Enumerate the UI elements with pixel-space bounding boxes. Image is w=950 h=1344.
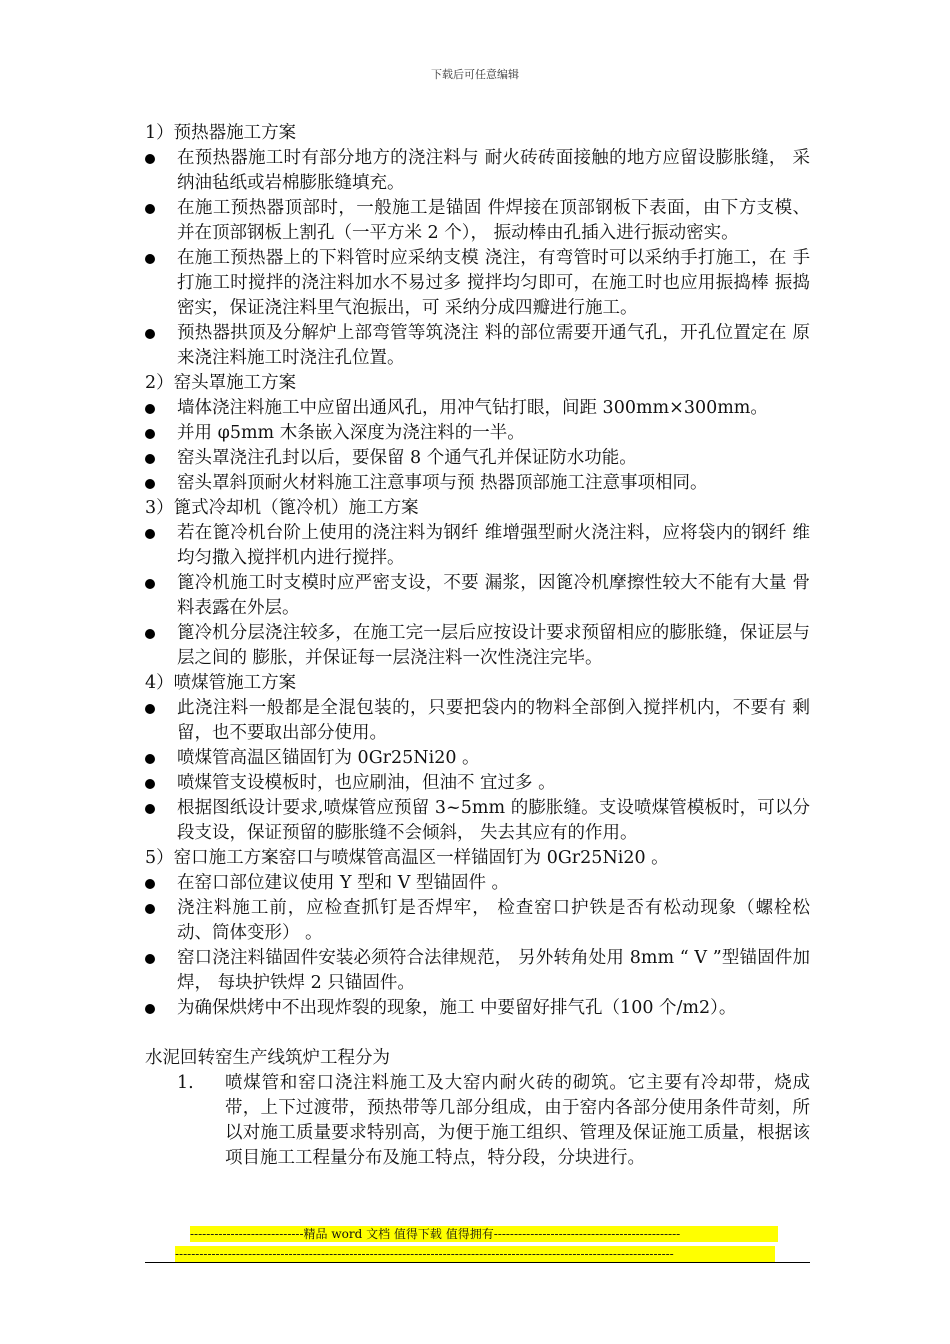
bullet-icon <box>145 704 155 714</box>
list-item <box>145 571 810 621</box>
list-item-text: 在施工预热器上的下料管时应采纳支模 浇注，有弯管时可以采纳手打施工，在 手打施工时搅拌的浇注料加水不易过多 搅拌均匀即可，在施工时也应用振捣棒 振捣密实，保证浇注料里气泡振出，可 采纳分成四瓣进行施工。 <box>177 248 810 318</box>
footer-banner: ----------------------------精品 word 文档 值得下载 值得拥有---------------------------------------------- <box>190 1226 778 1242</box>
bullet-icon <box>145 954 155 964</box>
list-item <box>145 621 810 671</box>
list-item-text: 喷煤管高温区锚固钉为 0Gr25Ni20 。 <box>177 748 480 768</box>
list-item <box>145 996 810 1021</box>
list-item <box>145 396 810 421</box>
list-item-text: 为确保烘烤中不出现炸裂的现象，施工 中要留好排气孔（100 个/m2）。 <box>177 998 737 1018</box>
list-item-text: 根据图纸设计要求,喷煤管应预留 3~5mm 的膨胀缝。支设喷煤管模板时，可以分 段支设，保证预留的膨胀缝不会倾斜， 失去其应有的作用。 <box>177 798 810 843</box>
section-title: 2）窑头罩施工方案 <box>145 373 297 393</box>
list-item-text: 在预热器施工时有部分地方的浇注料与 耐火砖砖面接触的地方应留设膨胀缝， 采纳油毡纸或岩棉膨胀缝填充。 <box>177 148 810 193</box>
bullet-icon <box>145 779 155 789</box>
list-item <box>145 321 810 371</box>
bullet-icon <box>145 1004 155 1014</box>
list-item-text: 此浇注料一般都是全混包装的，只要把袋内的物料全部倒入搅拌机内，不要有 剩留，也不要取出部分使用。 <box>177 698 810 743</box>
list-item-text: 篦冷机施工时支模时应严密支设，不要 漏浆，因篦冷机摩擦性较大不能有大量 骨料表露在外层。 <box>177 573 810 618</box>
list-item <box>145 521 810 571</box>
page-footer <box>145 1226 810 1266</box>
section-title: 1）预热器施工方案 <box>145 123 297 143</box>
list-item <box>145 746 810 771</box>
list-item <box>145 471 810 496</box>
bullet-icon <box>145 254 155 264</box>
footer-rule <box>145 1262 810 1263</box>
list-item-text: 墙体浇注料施工中应留出通风孔，用冲气钻打眼，间距 300mm×300mm。 <box>177 398 768 418</box>
section-title: 3）篦式冷却机（篦冷机）施工方案 <box>145 498 419 518</box>
list-item-text: 篦冷机分层浇注较多，在施工完一层后应按设计要求预留相应的膨胀缝，保证层与层之间的 膨胀，并保证每一层浇注料一次性浇注完毕。 <box>177 623 810 668</box>
bullet-icon <box>145 629 155 639</box>
list-item-text: 浇注料施工前，应检查抓钉是否焊牢， 检查窑口护铁是否有松动现象（螺栓松 动、筒体变形） 。 <box>177 898 810 943</box>
list-item-text: 并用 φ5mm 木条嵌入深度为浇注料的一半。 <box>177 423 525 443</box>
list-item <box>145 896 810 946</box>
list-item-text: 在窑口部位建议使用 Y 型和 V 型锚固件 。 <box>177 873 510 893</box>
bullet-icon <box>145 204 155 214</box>
list-item-text: 在施工预热器顶部时，一般施工是锚固 件焊接在顶部钢板下表面，由下方支模、 并在顶部钢板上割孔（一平方米 2 个）， 振动棒由孔插入进行振动密实。 <box>177 198 810 243</box>
footer-dashes: --------------------------------------------------------------------------------------------------------------------------- <box>175 1246 775 1262</box>
bullet-icon <box>145 904 155 914</box>
list-item <box>145 871 810 896</box>
bullet-icon <box>145 454 155 464</box>
bullet-icon <box>145 529 155 539</box>
bullet-icon <box>145 754 155 764</box>
bullet-icon <box>145 804 155 814</box>
bullet-icon <box>145 329 155 339</box>
list-item-text: 预热器拱顶及分解炉上部弯管等筑浇注 料的部位需要开通气孔，开孔位置定在 原来浇注料施工时浇注孔位置。 <box>177 323 810 368</box>
list-item-text: 窑头罩浇注孔封以后，要保留 8 个通气孔并保证防水功能。 <box>177 448 637 468</box>
list-item-text: 窑口浇注料锚固件安装必须符合法律规范， 另外转角处用 8mm “ V ”型锚固件加焊， 每块护铁焊 2 只锚固件。 <box>177 948 810 993</box>
list-item <box>145 446 810 471</box>
list-item <box>145 196 810 246</box>
list-item <box>145 696 810 746</box>
numbered-item-text: 喷煤管和窑口浇注料施工及大窑内耐火砖的砌筑。它主要有冷却带，烧成带，上下过渡带，预热带等几部分组成，由于窑内各部分使用条件苛刻，所以对施工质量要求特别高，为便于施工组织、管理及保证施工质量，根据该项目施工工程量分布及施工特点，特分段，分块进行。 <box>225 1073 810 1168</box>
item-number: 1. <box>177 1073 194 1093</box>
numbered-item <box>145 1071 810 1171</box>
section-title: 5）窑口施工方案窑口与喷煤管高温区一样锚固钉为 0Gr25Ni20 。 <box>145 848 669 868</box>
bullet-icon <box>145 404 155 414</box>
list-item <box>145 146 810 196</box>
list-item <box>145 946 810 996</box>
list-item <box>145 421 810 446</box>
page-header: 下载后可任意编辑 <box>431 68 519 81</box>
bullet-icon <box>145 154 155 164</box>
section-title: 4）喷煤管施工方案 <box>145 673 297 693</box>
list-item <box>145 246 810 321</box>
list-item <box>145 771 810 796</box>
spacer <box>145 1021 810 1046</box>
list-item-text: 喷煤管支设模板时，也应刷油，但油不 宜过多 。 <box>177 773 556 793</box>
document-body <box>145 121 810 1171</box>
list-item-text: 窑头罩斜顶耐火材料施工注意事项与预 热器顶部施工注意事项相同。 <box>177 473 708 493</box>
list-item-text: 若在篦冷机台阶上使用的浇注料为钢纤 维增强型耐火浇注料，应将袋内的钢纤 维均匀撒入搅拌机内进行搅拌。 <box>177 523 810 568</box>
bullet-icon <box>145 429 155 439</box>
summary-title: 水泥回转窑生产线筑炉工程分为 <box>145 1048 390 1068</box>
bullet-icon <box>145 879 155 889</box>
bullet-icon <box>145 479 155 489</box>
bullet-icon <box>145 579 155 589</box>
list-item <box>145 796 810 846</box>
